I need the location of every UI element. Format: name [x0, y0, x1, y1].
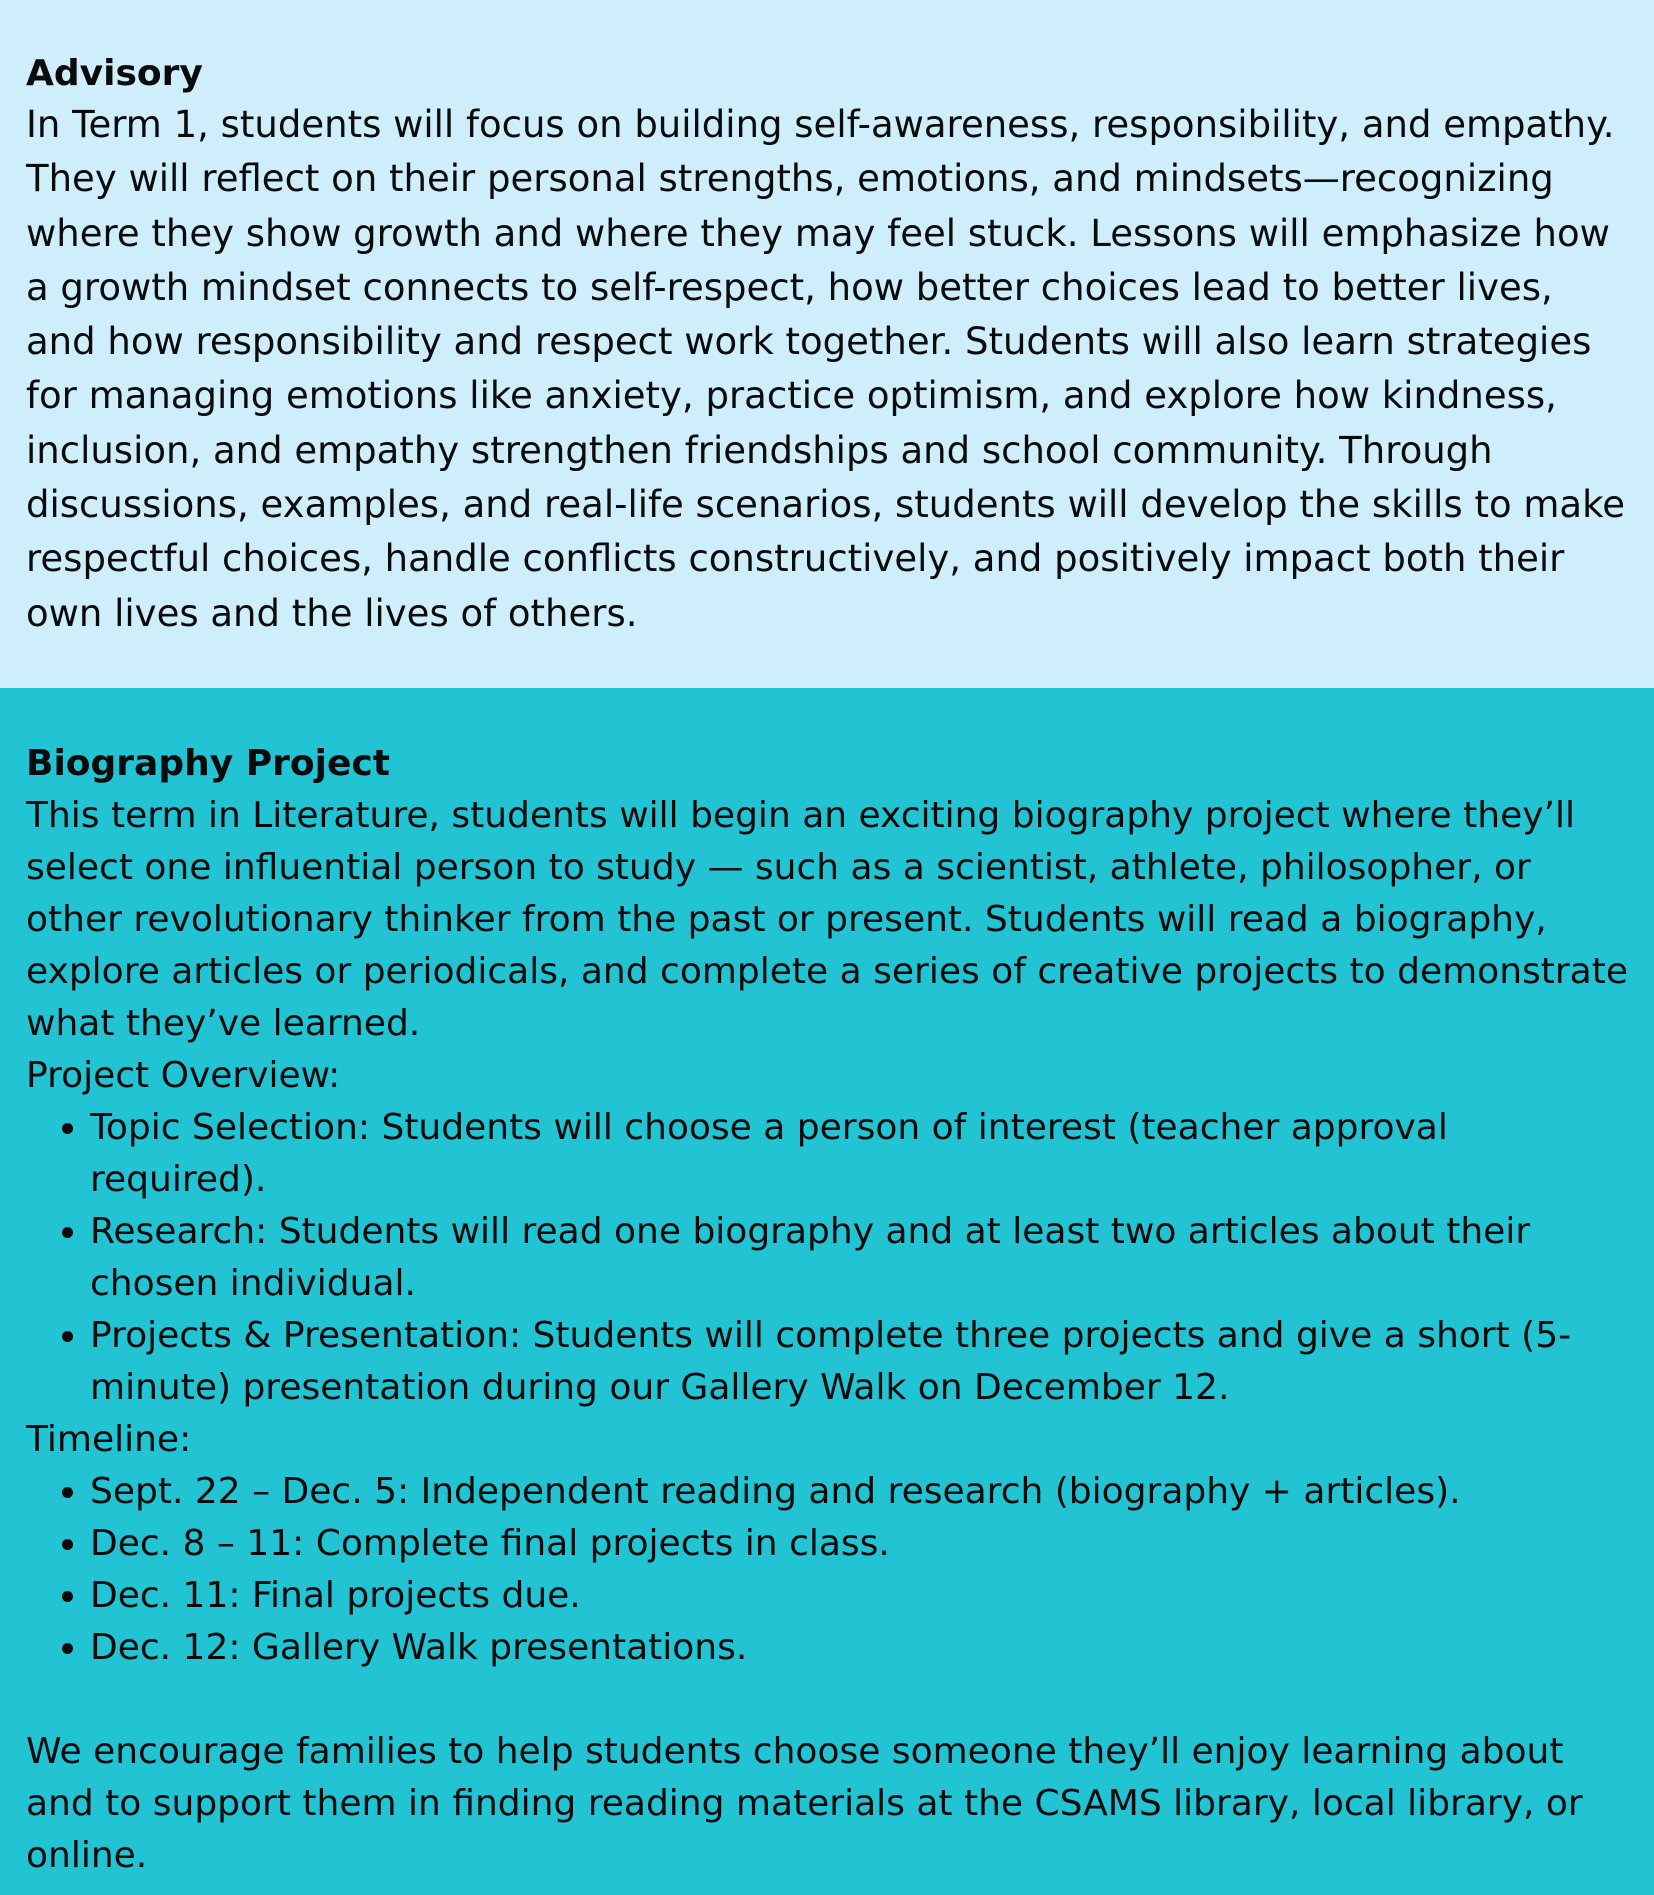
spacer [26, 1674, 1634, 1726]
list-item: • Research: Students will read one biography and at least two articles about their chosen individual. [90, 1206, 1634, 1310]
project-overview-list [26, 1102, 1634, 1414]
list-item: • Dec. 8 – 11: Complete final projects in class. [90, 1518, 1634, 1570]
list-item: • Sept. 22 – Dec. 5: Independent reading and research (biography + articles). [90, 1466, 1634, 1518]
timeline-list [26, 1466, 1634, 1674]
list-item: • Dec. 11: Final projects due. [90, 1570, 1634, 1622]
biography-intro: This term in Literature, students will begin an exciting biography project where they’ll select one influential person to study — such as a scientist, athlete, philosopher, or other revolutionary thinker from the past or present. Students will read a biography, explore articles or periodicals, and complete a series of creative projects to demonstrate what they’ve learned. [26, 795, 1628, 1044]
list-item: • Projects & Presentation: Students will complete three projects and give a short (5-minute) presentation during our Gallery Walk on December 12. [90, 1310, 1634, 1414]
closing-paragraph: We encourage families to help students choose someone they’ll enjoy learning about and to support them in finding reading materials at the CSAMS library, local library, or online. [26, 1731, 1583, 1876]
timeline-label: Timeline: [26, 1419, 192, 1460]
biography-section [0, 688, 1654, 1895]
list-item: • Topic Selection: Students will choose a person of interest (teacher approval required). [90, 1102, 1634, 1206]
advisory-section [0, 0, 1654, 688]
advisory-heading: Advisory [26, 53, 203, 94]
list-item: • Dec. 12: Gallery Walk presentations. [90, 1622, 1634, 1674]
biography-heading: Biography Project [26, 743, 390, 784]
project-overview-label: Project Overview: [26, 1055, 341, 1096]
advisory-body: In Term 1, students will focus on building self-awareness, responsibility, and empathy. They will reflect on their personal strengths, emotions, and mindsets—recognizing where they show growth and where they may feel stuck. Lessons will emphasize how a growth mindset connects to self-respect, how better choices lead to better lives, and how responsibility and respect work together. Students will also learn strategies for managing emotions like anxiety, practice optimism, and explore how kindness, inclusion, and empathy strengthen friendships and school community. Through discussions, examples, and real-life scenarios, students will develop the skills to make respectful choices, handle conflicts constructively, and positively impact both their own lives and the lives of others. [26, 103, 1625, 635]
